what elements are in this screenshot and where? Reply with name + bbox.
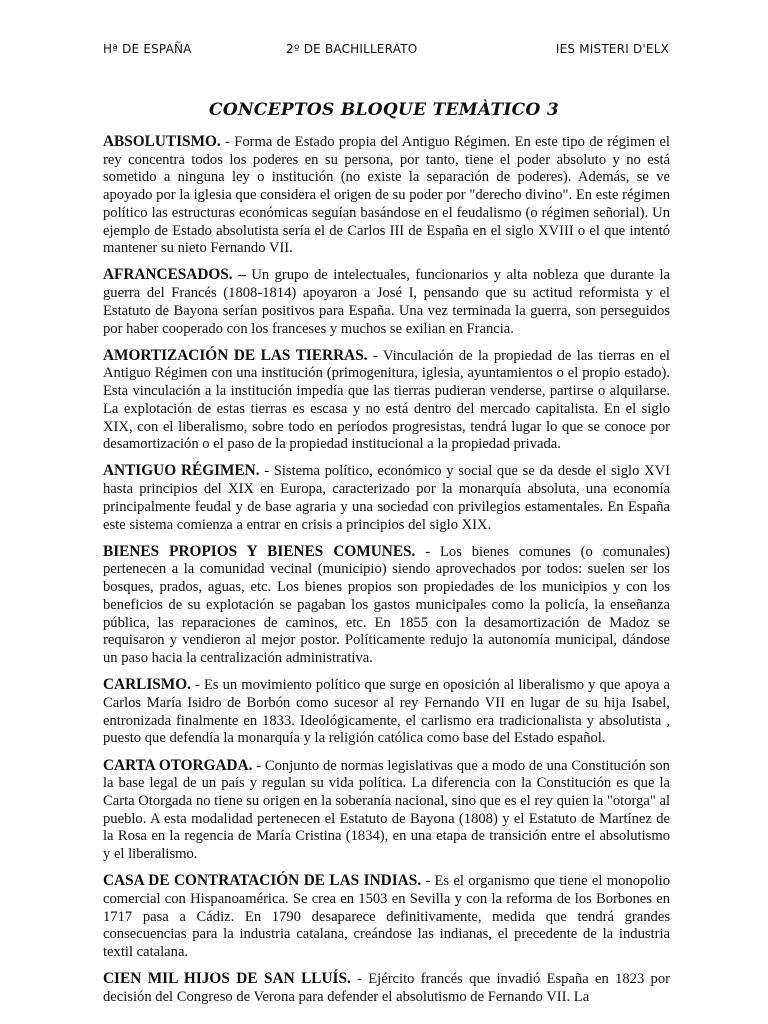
glossary-entry-cien-mil-hijos — [103, 970, 670, 1006]
glossary-entry-amortizacion — [103, 347, 670, 454]
glossary-entry-carta-otorgada — [103, 757, 670, 864]
entry-term: CIEN MIL HIJOS DE SAN LLUÍS. — [103, 970, 351, 988]
entry-definition: - Los bienes comunes (o comunales) pertenecen a la comunidad vecinal (municipio) siendo aprovechados por todos: suelen ser los bosques, prados, aguas, etc. Los bienes propios son propiedades de los municipios y con los beneficios de su explotación se pagaban los gastos municipales como la policía, la enseñanza pública, las reparaciones de caminos, etc. En 1855 con la desamortización de Madoz se requisaron y vendieron al mejor postor. Políticamente redujo la autonomía municipal, dándose un paso hacia la centralización administrativa. — [103, 543, 670, 666]
glossary-body — [103, 133, 670, 1015]
glossary-entry-afrancesados — [103, 266, 670, 338]
document-title: CONCEPTOS BLOQUE TEMÀTICO 3 — [209, 100, 559, 120]
header-school: IES MISTERI D'ELX — [555, 42, 669, 56]
entry-definition: - Es el organismo que tiene el monopolio comercial con Hispanoamérica. Se crea en 1503 en Sevilla y con la reforma de los Borbones en 1717 pasa a Cádiz. En 1790 desaparece definitivamente, medida que tendrá grandes consecuencias para la industria catalana, creándose las indianas, el precedente de la industria textil catalana. — [103, 873, 670, 961]
entry-term: AMORTIZACIÓN DE LAS TIERRAS. — [103, 346, 368, 364]
glossary-entry-absolutismo — [103, 133, 670, 258]
glossary-entry-casa-contratacion — [103, 872, 670, 962]
entry-term: CARLISMO. — [103, 676, 191, 694]
glossary-entry-antiguo-regimen — [103, 462, 670, 534]
page-header — [103, 42, 669, 60]
glossary-entry-carlismo — [103, 676, 670, 748]
entry-definition: - Forma de Estado propia del Antiguo Régimen. En este tipo de régimen el rey concentra todos los poderes en su persona, por tanto, tiene el poder absoluto y no está sometido a ninguna ley o institución (no existe la separación de poderes). Además, se ve apoyado por la iglesia que considera el origen de su poder por "derecho divino". En este régimen político las estructuras económicas seguían basándose en el feudalismo (o régimen señorial). Un ejemplo de Estado absolutista sería el de Carlos III de España en el siglo XVIII o el que intentó mantener su nieto Fernando VII. — [103, 134, 670, 257]
entry-term: CASA DE CONTRATACIÓN DE LAS INDIAS. — [103, 872, 422, 890]
entry-definition: - Es un movimiento político que surge en oposición al liberalismo y que apoya a Carlos María Isidro de Borbón como sucesor al rey Fernando VII en lugar de su hija Isabel, entronizada finalmente en 1833. Ideológicamente, el carlismo era tradicionalista y absolutista , puesto que defendía la monarquía y la religión católica como base del Estado español. — [103, 677, 670, 747]
entry-term: BIENES PROPIOS Y BIENES COMUNES. — [103, 542, 416, 560]
entry-term: AFRANCESADOS. – — [103, 266, 246, 284]
entry-definition: - Vinculación de la propiedad de las tierras en el Antiguo Régimen con una institución (primogenitura, iglesia, ayuntamientos o el propio estado). Esta vinculación a la institución impedía que las tierras pudieran venderse, partirse o alquilarse. La explotación de estas tierras es escasa y no está dentro del mercado capitalista. En el siglo XIX, con el liberalismo, sobre todo en períodos progresistas, tendrá lugar lo que se conoce por desamortización o el paso de la propiedad institucional a la propiedad privada. — [103, 347, 670, 453]
entry-term: CARTA OTORGADA. — [103, 756, 253, 774]
entry-definition: Un grupo de intelectuales, funcionarios y alta nobleza que durante la guerra del Francés (1808-1814) apoyaron a José I, pensando que su actitud reformista y el Estatuto de Bayona serían positivos para España. Una vez terminada la guerra, son perseguidos por haber cooperado con los franceses y muchos se exilian en Francia. — [103, 267, 671, 337]
entry-definition: - Ejército francés que invadió España en 1823 por decisión del Congreso de Verona para defender el absolutismo de Fernando VII. La — [103, 971, 670, 1005]
entry-term: ABSOLUTISMO. — [103, 133, 221, 150]
glossary-entry-bienes-propios — [103, 543, 670, 668]
header-course: 2º DE BACHILLERATO — [286, 42, 418, 56]
entry-term: ANTIGUO RÉGIMEN. — [103, 462, 260, 480]
entry-definition: - Sistema político, económico y social que se da desde el siglo XVI hasta principios del XIX en Europa, caracterizado por la monarquía absoluta, una economía principalmente feudal y de base agraria y una sociedad con privilegios estamentales. En España este sistema comienza a entrar en crisis a principios del siglo XIX. — [103, 463, 671, 533]
entry-definition: - Conjunto de normas legislativas que a modo de una Constitución son la base legal de un país y regulan su vida política. La diferencia con la Constitución es que la Carta Otorgada no tiene su origen en la soberanía nacional, sino que es el rey quien la "otorga" al pueblo. A esta modalidad pertenecen el Estatuto de Bayona (1808) y el Estatuto de Martínez de la Rosa en la regencia de María Cristina (1834), en una etapa de transición entre el absolutismo y el liberalismo. — [103, 757, 670, 863]
header-subject: Hª DE ESPAÑA — [103, 42, 192, 56]
